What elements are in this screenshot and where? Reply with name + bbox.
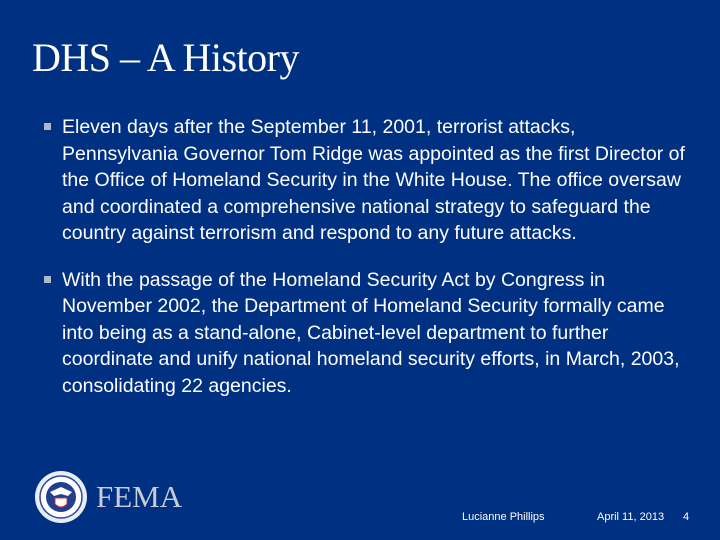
bullet-item xyxy=(44,114,694,247)
fema-logo xyxy=(34,470,182,524)
dhs-seal-icon xyxy=(34,470,88,524)
bullet-square-icon xyxy=(44,276,51,283)
slide-title: DHS – A History xyxy=(32,35,299,80)
footer-date: April 11, 2013 xyxy=(597,511,665,523)
bullet-text: Eleven days after the September 11, 2001, terrorist attacks, Pennsylvania Governor Tom Ridge was appointed as the first Director of the Office of Homeland Security in the White House. The office oversaw and coordinated a comprehensive national strategy to safeguard the country against terrorism and respond to any future attacks. xyxy=(62,116,685,244)
fema-wordmark: FEMA xyxy=(96,479,183,514)
bullet-item xyxy=(44,267,694,400)
bullet-square-icon xyxy=(44,123,51,130)
bullet-text: With the passage of the Homeland Security Act by Congress in November 2002, the Department of Homeland Security formally came into being as a stand-alone, Cabinet-level department to further coordinate and unify national homeland security efforts, in March, 2003, consolidating 22 agencies. xyxy=(62,268,680,397)
page-number: 4 xyxy=(683,511,690,523)
bullet-list xyxy=(44,114,694,419)
footer-author: Lucianne Phillips xyxy=(462,511,545,523)
